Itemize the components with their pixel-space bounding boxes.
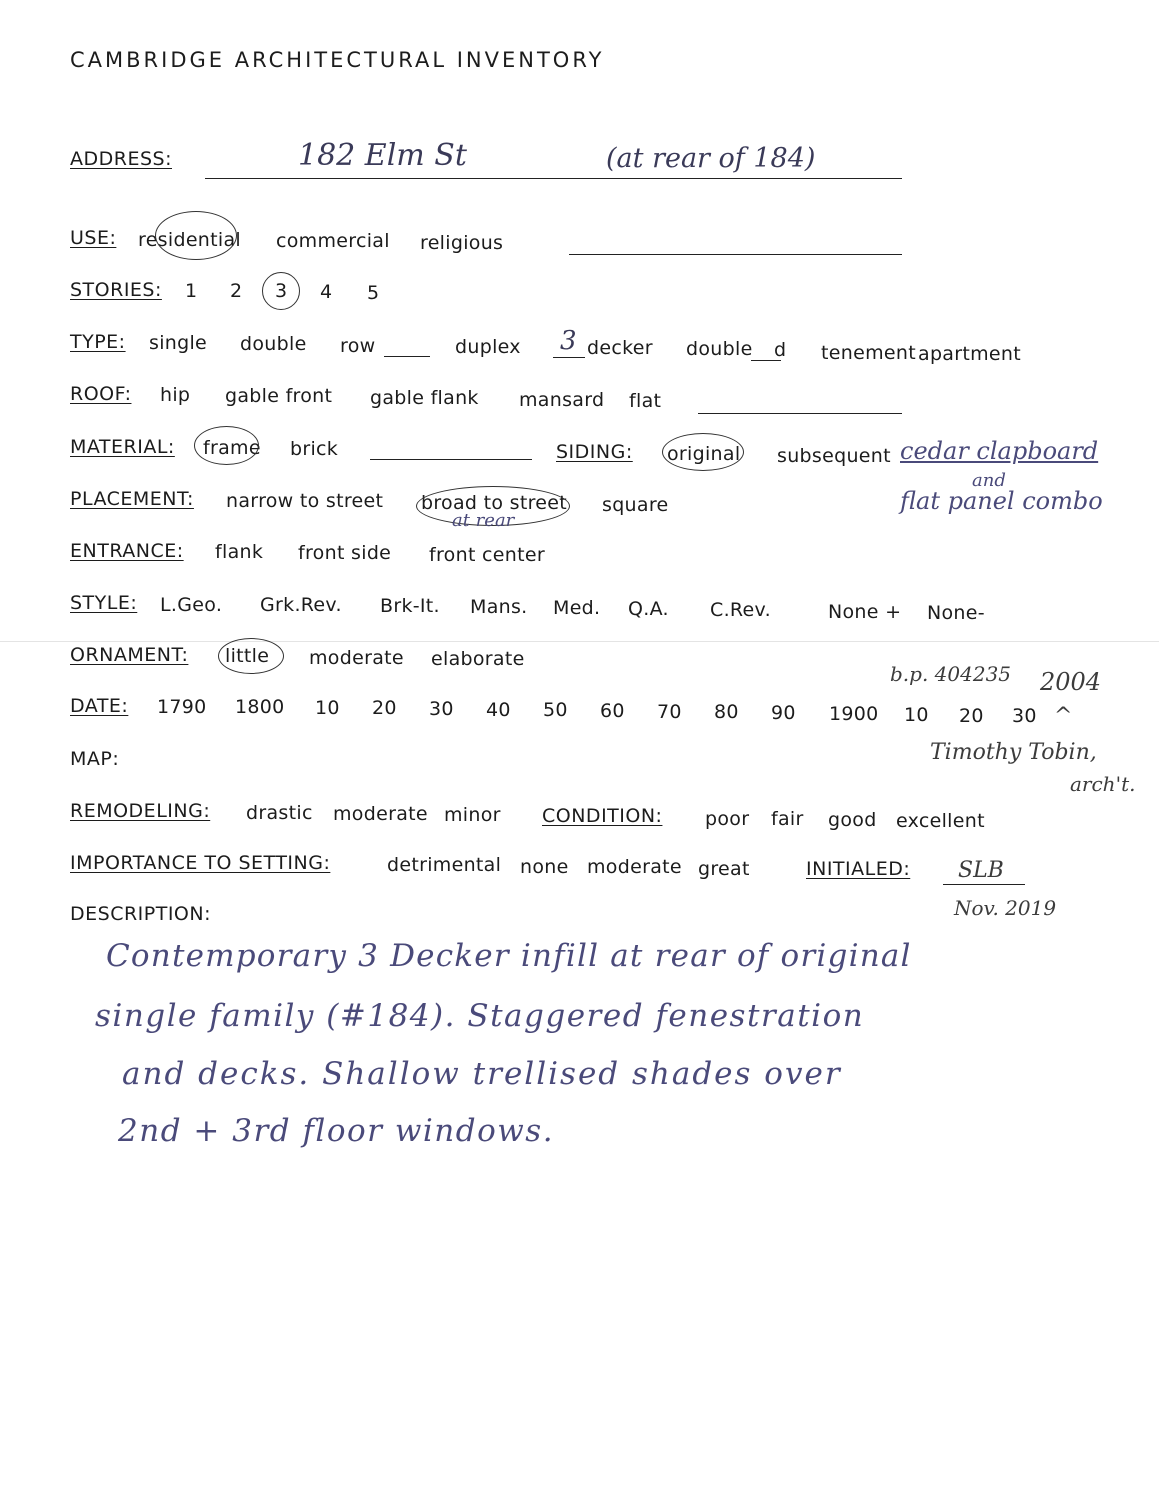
- style-label: STYLE:: [70, 592, 138, 614]
- address-label: ADDRESS:: [70, 148, 172, 170]
- ornament-option-moderate: moderate: [309, 647, 404, 669]
- style-option: Med.: [553, 597, 601, 619]
- date-option: 10: [904, 704, 929, 726]
- type-option-tenement: tenement: [821, 342, 916, 364]
- ornament-option-elaborate: elaborate: [431, 648, 525, 670]
- entrance-option-flank: flank: [215, 541, 264, 563]
- type-option-row: row: [340, 335, 376, 357]
- condition-label: CONDITION:: [542, 805, 663, 827]
- style-option: Grk.Rev.: [260, 594, 342, 616]
- style-option: L.Geo.: [160, 594, 223, 616]
- style-option: Q.A.: [628, 598, 669, 620]
- style-option: Mans.: [470, 596, 528, 618]
- date-option: 1900: [829, 703, 879, 725]
- entrance-option-front-center: front center: [429, 544, 545, 566]
- selection-circle: [155, 211, 237, 260]
- description-line: single family (#184). Staggered fenestration: [95, 998, 865, 1034]
- stories-option: 2: [230, 280, 243, 302]
- type-option-double: double: [240, 333, 307, 355]
- initialed-value: SLB: [958, 858, 1004, 883]
- entrance-label: ENTRANCE:: [70, 540, 184, 562]
- date-option: 60: [600, 700, 625, 722]
- remodeling-label: REMODELING:: [70, 800, 211, 822]
- siding-note-line1: cedar clapboard: [900, 437, 1099, 465]
- roof-option-flat: flat: [629, 390, 662, 412]
- importance-option-great: great: [698, 858, 750, 880]
- material-option-frame: frame: [203, 437, 261, 459]
- ornament-option-little: little: [225, 645, 270, 667]
- address-line: [205, 178, 902, 179]
- date-option: 80: [714, 701, 739, 723]
- use-label: USE:: [70, 227, 117, 249]
- address-value: 182 Elm St: [298, 138, 467, 173]
- type-row-blank: [384, 356, 430, 357]
- building-permit-year: 2004: [1040, 668, 1102, 696]
- type-option-duplex: duplex: [455, 336, 521, 358]
- siding-option-subsequent: subsequent: [777, 445, 891, 467]
- description-line: 2nd + 3rd floor windows.: [118, 1113, 555, 1149]
- date-option: 10: [315, 697, 340, 719]
- stories-option: 4: [320, 281, 333, 303]
- material-other-line: [370, 459, 532, 460]
- siding-note-line2: flat panel combo: [900, 487, 1103, 515]
- date-option: 20: [372, 697, 397, 719]
- style-option: C.Rev.: [710, 599, 771, 621]
- stories-option: 5: [367, 282, 380, 304]
- initialed-label: INITIALED:: [806, 858, 911, 880]
- date-option: 1790: [157, 696, 207, 718]
- date-option: 70: [657, 701, 682, 723]
- date-option: 30: [429, 698, 454, 720]
- style-option: Brk-It.: [380, 595, 440, 617]
- roof-label: ROOF:: [70, 383, 132, 405]
- page-fold: [0, 641, 1159, 642]
- condition-option-good: good: [828, 809, 877, 831]
- use-option-religious: religious: [420, 232, 504, 254]
- roof-option-hip: hip: [160, 384, 191, 406]
- date-option: 40: [486, 699, 511, 721]
- use-option-residential: residential: [138, 229, 242, 251]
- importance-option-moderate: moderate: [587, 856, 682, 878]
- roof-other-line: [698, 413, 902, 414]
- condition-option-fair: fair: [771, 808, 804, 830]
- date-option: 1800: [235, 696, 285, 718]
- architect-name: Timothy Tobin,: [930, 740, 1097, 765]
- use-option-commercial: commercial: [276, 230, 390, 252]
- type-option-single: single: [149, 332, 208, 354]
- material-option-brick: brick: [290, 438, 339, 460]
- material-label: MATERIAL:: [70, 436, 175, 458]
- date-option: 90: [771, 702, 796, 724]
- type-option-decker: decker: [587, 337, 653, 359]
- roof-option-mansard: mansard: [519, 389, 605, 411]
- entrance-option-front-side: front side: [298, 542, 392, 564]
- form-title: CAMBRIDGE ARCHITECTURAL INVENTORY: [70, 48, 605, 72]
- selection-circle: [662, 433, 744, 471]
- description-line: Contemporary 3 Decker infill at rear of original: [106, 938, 912, 974]
- importance-option-none: none: [520, 856, 569, 878]
- placement-option-broad: broad to street: [421, 492, 568, 514]
- type-label: TYPE:: [70, 331, 126, 353]
- architect-title: arch't.: [1070, 772, 1136, 796]
- description-label: DESCRIPTION:: [70, 903, 212, 925]
- placement-option-narrow: narrow to street: [226, 490, 384, 512]
- date-option: 30: [1012, 705, 1037, 727]
- type-option-double-d: double: [686, 338, 753, 360]
- date-option: 20: [959, 705, 984, 727]
- style-option: None +: [828, 601, 902, 623]
- date-option: 50: [543, 699, 568, 721]
- building-permit-number: b.p. 404235: [890, 662, 1012, 686]
- date-label: DATE:: [70, 695, 129, 717]
- remodeling-option-minor: minor: [444, 804, 501, 826]
- type-option-apartment: apartment: [918, 343, 1021, 365]
- remodeling-option-moderate: moderate: [333, 803, 428, 825]
- stories-option: 3: [275, 280, 288, 302]
- address-note: (at rear of 184): [606, 143, 816, 174]
- type-double-d-fill: d: [774, 339, 787, 361]
- siding-note-and: and: [972, 470, 1006, 491]
- description-line: and decks. Shallow trellised shades over: [122, 1056, 842, 1092]
- use-other-line: [569, 254, 902, 255]
- map-label: MAP:: [70, 748, 120, 770]
- selection-circle: [218, 638, 284, 674]
- selection-circle: [194, 426, 259, 465]
- placement-option-square: square: [602, 494, 669, 516]
- importance-label: IMPORTANCE TO SETTING:: [70, 852, 331, 874]
- style-option: None-: [927, 602, 985, 624]
- type-decker-blank: [553, 357, 585, 358]
- siding-option-original: original: [667, 443, 741, 465]
- selection-circle: [262, 272, 300, 310]
- condition-option-excellent: excellent: [896, 810, 985, 832]
- siding-label: SIDING:: [556, 441, 633, 463]
- roof-option-gable-front: gable front: [225, 385, 333, 407]
- condition-option-poor: poor: [705, 808, 750, 830]
- stories-option: 1: [185, 280, 198, 302]
- ornament-label: ORNAMENT:: [70, 644, 189, 666]
- date-caret-mark: ^: [1054, 704, 1073, 729]
- placement-note: at rear: [452, 510, 515, 531]
- type-decker-number: 3: [560, 326, 577, 356]
- remodeling-option-drastic: drastic: [246, 802, 313, 824]
- placement-label: PLACEMENT:: [70, 488, 194, 510]
- importance-option-detrimental: detrimental: [387, 854, 502, 876]
- initialed-date: Nov. 2019: [954, 896, 1057, 920]
- initialed-line: [943, 884, 1025, 885]
- stories-label: STORIES:: [70, 279, 162, 301]
- roof-option-gable-flank: gable flank: [370, 387, 479, 409]
